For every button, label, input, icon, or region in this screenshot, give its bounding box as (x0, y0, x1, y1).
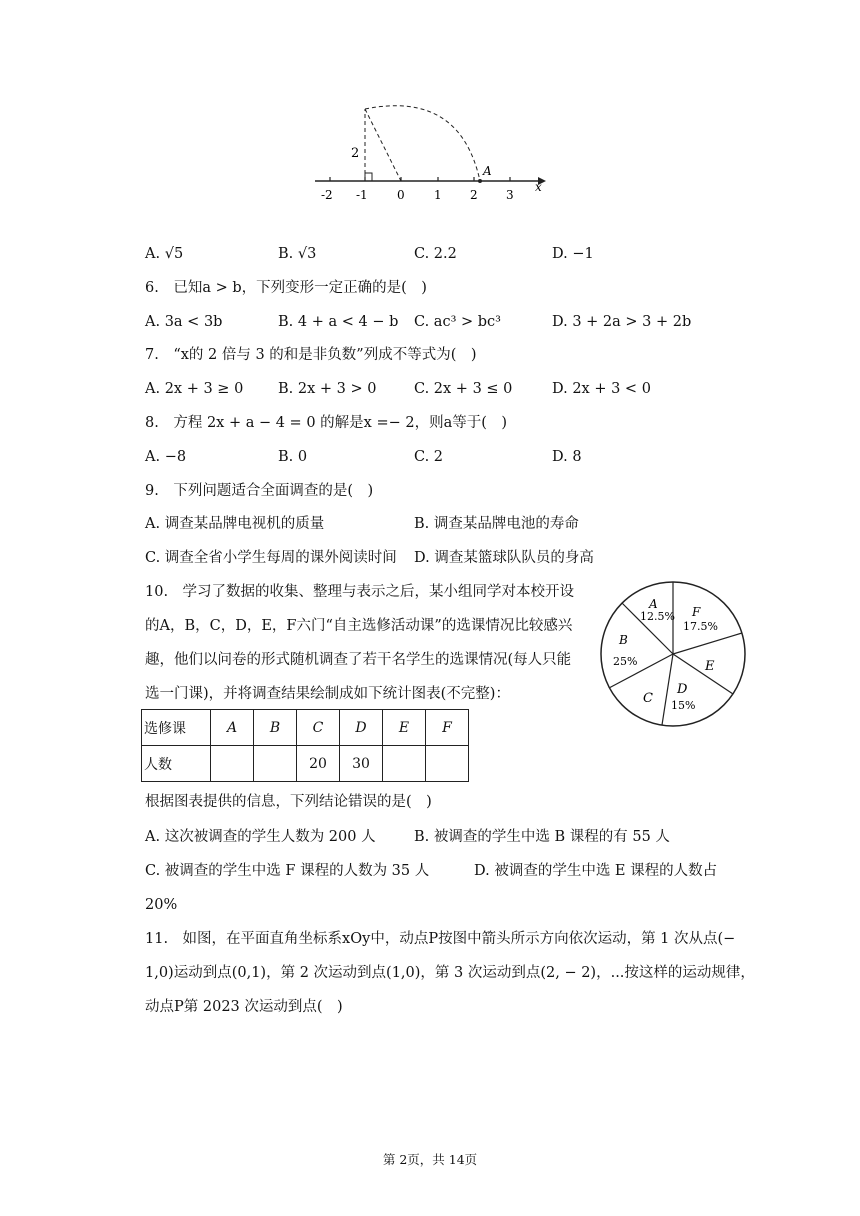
tick-label: 2 (470, 188, 478, 202)
number-line-figure (310, 95, 550, 210)
pie-label-f: F (692, 605, 701, 619)
q10-option-d: D. 被调查的学生中选 E 课程的人数占 (474, 863, 718, 879)
course-table (141, 709, 469, 782)
q11-line-1: 11. 如图，在平面直角坐标系xOy中，动点P按图中箭头所示方向依次运动，第 1 次从点(− (145, 931, 736, 947)
pie-pct-f: 17.5% (683, 620, 718, 633)
q10-line-1: 10. 学习了数据的收集、整理与表示之后，某小组同学对本校开设 (145, 584, 575, 600)
q11-line-3: 动点P第 2023 次运动到点( ) (145, 999, 343, 1015)
pie-label-e: E (705, 659, 715, 674)
page-footer: 第 2页，共 14页 (382, 1152, 478, 1167)
table-cell: 20 (297, 746, 340, 782)
q5-option-d: D. −1 (552, 246, 594, 262)
pie-chart (595, 578, 755, 738)
table-cell: 人数 (142, 746, 211, 782)
q5-option-c: C. 2.2 (414, 246, 457, 262)
label-x: x (535, 180, 542, 194)
tick-label: -1 (356, 188, 368, 202)
q10-line-2: 的A，B，C，D，E，F六门“自主选修活动课”的选课情况比较感兴 (145, 618, 573, 634)
q10-option-b: B. 被调查的学生中选 B 课程的有 55 人 (414, 829, 670, 845)
tick-label: 3 (506, 188, 514, 202)
tick-label: 1 (434, 188, 442, 202)
q9-option-c: C. 调查全省小学生每周的课外阅读时间 (145, 550, 397, 566)
q7-option-b: B. 2x + 3 > 0 (278, 381, 377, 397)
table-row (142, 710, 469, 746)
q11-line-2: 1,0)运动到点(0,1)，第 2 次运动到点(1,0)，第 3 次运动到点(2, − 2)，...按这样的运动规律， (145, 965, 755, 981)
q10-option-c: C. 被调查的学生中选 F 课程的人数为 35 人 (145, 863, 430, 879)
hypotenuse-dashed (365, 109, 401, 181)
pie-pct-b: 25% (613, 655, 638, 668)
table-cell: D (340, 710, 383, 746)
q8-option-d: D. 8 (552, 449, 582, 465)
q9-stem: 9. 下列问题适合全面调查的是( ) (145, 483, 374, 499)
q10-option-d-cont: 20% (145, 897, 178, 913)
q10-line-3: 趣，他们以问卷的形式随机调查了若干名学生的选课情况(每人只能 (145, 652, 572, 668)
right-angle-mark (365, 173, 372, 181)
pie-pct-a: 12.5% (640, 610, 675, 623)
pie-label-d: D (677, 682, 688, 697)
table-cell: E (383, 710, 426, 746)
q7-option-a: A. 2x + 3 ≥ 0 (145, 381, 244, 397)
table-cell: F (426, 710, 469, 746)
table-cell: 选修课 (142, 710, 211, 746)
q8-option-a: A. −8 (145, 449, 187, 465)
q5-option-a: A. √5 (145, 246, 184, 262)
pie-pct-d: 15% (671, 699, 696, 712)
table-cell (254, 746, 297, 782)
table-cell (383, 746, 426, 782)
label-2: 2 (351, 146, 360, 161)
q7-stem: 7. “x的 2 倍与 3 的和是非负数”列成不等式为( ) (145, 347, 477, 363)
q10-stem-2: 根据图表提供的信息，下列结论错误的是( ) (145, 794, 432, 810)
table-row (142, 746, 469, 782)
point-a (478, 179, 482, 183)
q8-stem: 8. 方程 2x + a − 4 = 0 的解是x =− 2，则a等于( ) (145, 415, 508, 431)
table-cell: 30 (340, 746, 383, 782)
table-cell: B (254, 710, 297, 746)
q9-option-b: B. 调查某品牌电池的寿命 (414, 516, 579, 532)
q6-option-a: A. 3a < 3b (145, 314, 223, 330)
pie-label-a: A (649, 597, 658, 611)
q6-option-b: B. 4 + a < 4 − b (278, 314, 399, 330)
tick-label: -2 (321, 188, 333, 202)
q10-line-4: 选一门课)，并将调查结果绘制成如下统计图表(不完整)： (145, 686, 510, 702)
pie-label-b: B (619, 633, 628, 647)
q8-option-b: B. 0 (278, 449, 308, 465)
table-cell: C (297, 710, 340, 746)
label-a: A (483, 164, 492, 178)
q8-option-c: C. 2 (414, 449, 444, 465)
q7-option-c: C. 2x + 3 ≤ 0 (414, 381, 513, 397)
pie-label-c: C (643, 691, 653, 706)
table-cell (211, 746, 254, 782)
q9-option-d: D. 调查某篮球队队员的身高 (414, 550, 594, 566)
q6-option-d: D. 3 + 2a > 3 + 2b (552, 314, 692, 330)
q9-option-a: A. 调查某品牌电视机的质量 (145, 516, 325, 532)
q7-option-d: D. 2x + 3 < 0 (552, 381, 651, 397)
q10-option-a: A. 这次被调查的学生人数为 200 人 (145, 829, 376, 845)
table-cell: A (211, 710, 254, 746)
tick-label: 0 (397, 188, 405, 202)
q6-option-c: C. ac³ > bc³ (414, 314, 501, 330)
q5-option-b: B. √3 (278, 246, 317, 262)
table-cell (426, 746, 469, 782)
q6-stem: 6. 已知a > b，下列变形一定正确的是( ) (145, 280, 427, 296)
